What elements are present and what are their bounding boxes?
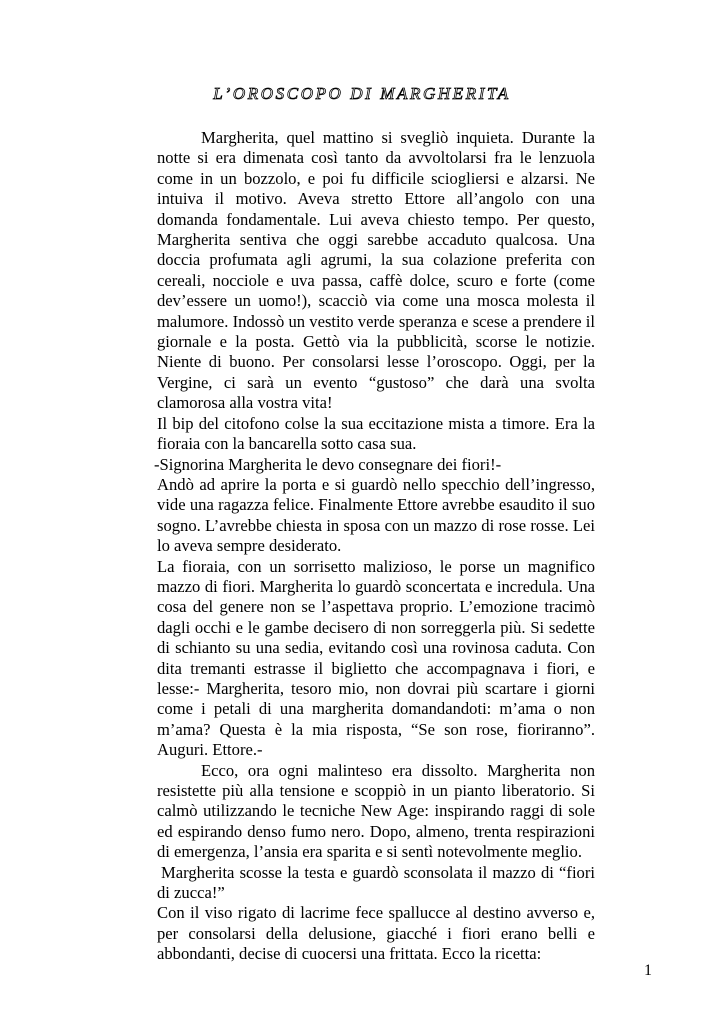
paragraph-5: La fioraia, con un sorrisetto malizioso, le porse un magnifico mazzo di fiori. Margherita lo guardò sconcertata e incredula. Una cosa del genere non se l’aspettava proprio. L’emozione tracimò dagli occhi e le gambe decisero di non sorreggerla più. Si sedette di schianto su una sedia, evitando così una rovinosa caduta. Con dita tremanti estrasse il biglietto che accompagnava i fiori, e lesse:- Margherita, tesoro mio, non dovrai più scartare i giorni come i petali di una margherita domandandoti: m’ama o non m’ama? Questa è la mia risposta, “Se son rose, fioriranno”. Auguri. Ettore.- — [157, 556, 595, 760]
paragraph-7: Margherita scosse la testa e guardò sconsolata il mazzo di “fiori di zucca!” — [157, 862, 595, 903]
paragraph-3: -Signorina Margherita le devo consegnare dei fiori!- — [154, 454, 502, 474]
page-number: 1 — [644, 962, 652, 979]
story-body — [154, 128, 595, 965]
paragraph-4: Andò ad aprire la porta e si guardò nello specchio dell’ingresso, vide una ragazza felice. Finalmente Ettore avrebbe esaudito il suo sogno. L’avrebbe chiesta in sposa con un mazzo di rose rosse. Lei lo aveva sempre desiderato. — [157, 474, 595, 556]
paragraph-1: Margherita, quel mattino si svegliò inquieta. Durante la notte si era dimenata così tanto da avvoltolarsi fra le lenzuola come in un bozzolo, e poi fu difficile sciogliersi e alzarsi. Ne intuiva il motivo. Aveva stretto Ettore all’angolo con una domanda fondamentale. Lui aveva chiesto tempo. Per questo, Margherita sentiva che oggi sarebbe accaduto qualcosa. Una doccia profumata agli agrumi, la sua colazione preferita con cereali, nocciole e uva passa, caffè dolce, scuro e forte (come dev’essere un uomo!), scacciò via come una mosca molesta il malumore. Indossò un vestito verde speranza e scese a prendere il giornale e la posta. Gettò via la pubblicità, scorse le notizie. Niente di buono. Per consolarsi lesse l’oroscopo. Oggi, per la Vergine, ci sarà un evento “gustoso” che darà una svolta clamorosa alla vostra vita! — [157, 128, 595, 413]
paragraph-6: Ecco, ora ogni malinteso era dissolto. Margherita non resistette più alla tensione e scoppiò in un pianto liberatorio. Si calmò utilizzando le tecniche New Age: inspirando raggi di sole ed espirando denso fumo nero. Dopo, almeno, trenta respirazioni di emergenza, l’ansia era sparita e si sentì notevolmente meglio. — [157, 760, 595, 862]
paragraph-8: Con il viso rigato di lacrime fece spallucce al destino avverso e, per consolarsi della delusione, giacché i fiori erano belli e abbondanti, decise di cuocersi una frittata. Ecco la ricetta: — [157, 903, 595, 964]
paragraph-2: Il bip del citofono colse la sua eccitazione mista a timore. Era la fioraia con la bancarella sotto casa sua. — [157, 413, 595, 454]
page-title: L’OROSCOPO DI MARGHERITA — [213, 84, 511, 103]
